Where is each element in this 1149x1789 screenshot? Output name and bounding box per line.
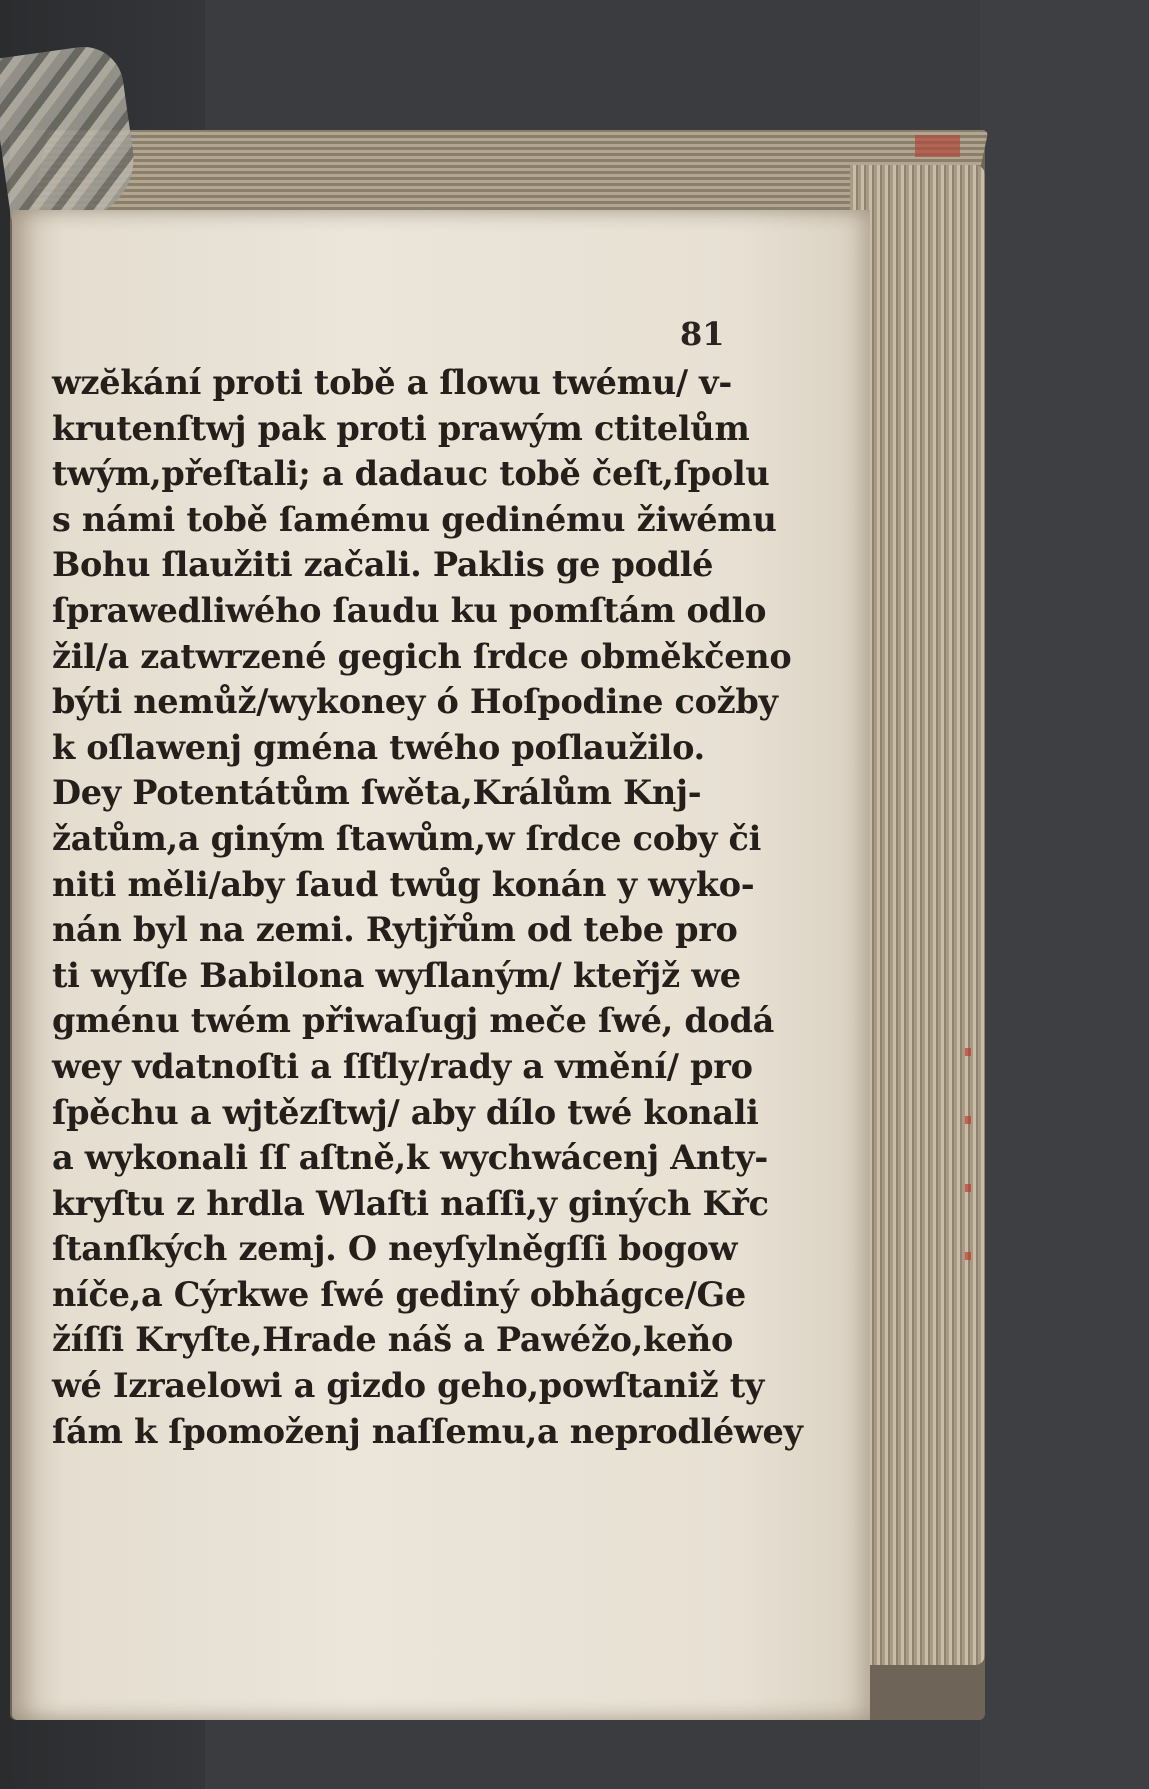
text-line: ſpěchu a wjtězſtwj/ aby dílo twé konali bbox=[52, 1092, 759, 1132]
page-stack-edge bbox=[850, 165, 985, 1665]
text-line: žíſſi Kryſte,Hrade náš a Pawéžo,keňo bbox=[52, 1320, 734, 1360]
text-line: Bohu ſlaužiti začali. Paklis ge podlé bbox=[52, 545, 714, 585]
text-line: twým,přeſtali; a dadauc tobě čeſt,ſpolu bbox=[52, 454, 770, 494]
text-line: ti wyſſe Babilona wyſlaným/ kteřjž we bbox=[52, 955, 741, 995]
text-line: wzĕkání proti tobě a ſlowu twému/ v- bbox=[52, 363, 732, 402]
text-line: niti měli/aby ſaud twůg konán y wyko- bbox=[52, 864, 755, 904]
text-line: žatům,a giným ſtawům,w ſrdce coby či bbox=[52, 818, 761, 858]
background-right bbox=[980, 0, 1149, 1789]
text-line: wé Izraelowi a gizdo geho,powſtaniž ty bbox=[52, 1366, 765, 1406]
page-number: 81 bbox=[680, 315, 725, 353]
text-line: nán byl na zemi. Rytjřům od tebe pro bbox=[52, 910, 738, 950]
page-text bbox=[52, 360, 803, 1454]
text-line: níče,a Cýrkwe ſwé gediný obhágce/Ge bbox=[52, 1274, 746, 1314]
text-line: ſtanſkých zemj. O neyſylněgſſi bogow bbox=[52, 1229, 738, 1269]
text-line: ſám k ſpomoženj naſſemu,a neprodléwey bbox=[52, 1411, 803, 1451]
text-line: gménu twém přiwaſugj meče ſwé, dodá bbox=[52, 1001, 775, 1041]
text-line: wey vdatnoſti a ſſťly/rady a vmění/ pro bbox=[52, 1046, 753, 1086]
text-line: kryſtu z hrdla Wlaſti naſſi,y giných Křc bbox=[52, 1183, 769, 1223]
text-line: s námi tobě ſamému gedinému žiwému bbox=[52, 499, 777, 539]
book-top-edge bbox=[31, 130, 988, 210]
text-line: krutenſtwj pak proti prawým ctitelům bbox=[52, 408, 750, 448]
text-line: k oſlawenj gména twého poſlaužilo. bbox=[52, 727, 705, 767]
book-page bbox=[12, 210, 870, 1720]
text-line: ſprawedliwého ſaudu ku pomſtám odlo bbox=[52, 590, 767, 630]
text-line: a wykonali ſſ aſtně,k wychwácenj Anty- bbox=[52, 1138, 768, 1178]
red-margin-marks bbox=[965, 1040, 971, 1320]
text-line: žil/a zatwrzené gegich ſrdce obměkčeno bbox=[52, 636, 792, 676]
text-line: býti nemůž/wykoney ó Hoſpodine cožby bbox=[52, 682, 778, 722]
text-line: Dey Potentátům ſwěta,Králům Knj- bbox=[52, 773, 702, 813]
red-edge-mark bbox=[915, 135, 960, 157]
